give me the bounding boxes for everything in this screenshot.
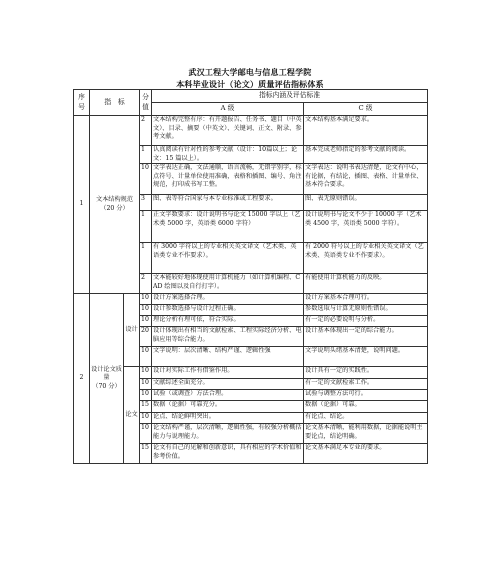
subgroup-thesis: 论文 — [124, 367, 140, 464]
grade-a-cell: 论点、结论鲜明突出。 — [152, 413, 304, 424]
score-cell: 10 — [140, 294, 152, 305]
score-cell: 10 — [140, 164, 152, 195]
header-content-standard: 指标内涵及评估标准 — [152, 90, 428, 103]
table-row — [74, 116, 428, 146]
header-no: 序号 — [74, 90, 90, 116]
grade-c-cell: 论文基本清晰，能利用数据，论据能说明主要论点，结论明确。 — [304, 424, 428, 444]
score-cell: 15 — [140, 444, 152, 464]
header-score: 分值 — [140, 90, 152, 116]
grade-a-cell: 认真阅读有针对性的参考文献（设计：10篇以上；论文：15 篇以上）。 — [152, 146, 304, 164]
grade-a-cell: 文字说明：层次清晰、结构严谨、逻辑性强 — [152, 347, 304, 367]
table-row — [74, 367, 428, 379]
grade-c-cell: 论文基本满足本专业的要求。 — [304, 444, 428, 464]
grade-a-cell: 数据（论据）可靠充分。 — [152, 401, 304, 413]
evaluation-table — [73, 89, 428, 464]
grade-a-cell: 文献综述全面充分。 — [152, 379, 304, 390]
score-cell: 10 — [140, 413, 152, 424]
grade-a-cell: 理论分析有理可依，符合实际。 — [152, 316, 304, 327]
score-cell: 10 — [140, 379, 152, 390]
grade-c-cell: 设计说明书与论文不少于 10000 字（艺术类 4500 字，英语类 5000 字符）。 — [304, 211, 428, 243]
header-grade-c: C 级 — [304, 103, 428, 116]
score-cell: 20 — [140, 327, 152, 347]
score-cell: 3 — [140, 195, 152, 211]
grade-c-cell: 基本完成老师指定的参考文献的阅读。 — [304, 146, 428, 164]
group-name-text: 文本结构规范 — [95, 196, 134, 203]
score-cell: 10 — [140, 347, 152, 367]
score-cell: 1 — [140, 211, 152, 243]
grade-a-cell: 文本结构完整有序：有开题报告、任务书、题目（中英文）、目录、摘要（中英文）、关键词、正文、附录、参考文献。 — [152, 116, 304, 146]
score-cell: 10 — [140, 367, 152, 379]
grade-c-cell: 图、表无原则错误。 — [304, 195, 428, 211]
grade-c-cell: 试验与调整方法可行。 — [304, 390, 428, 401]
group-name — [90, 294, 124, 464]
grade-c-cell: 有能使用计算机能力的反映。 — [304, 274, 428, 294]
grade-a-cell: 设计对实际工作有借鉴作用。 — [152, 367, 304, 379]
grade-c-cell: 有论点、结论。 — [304, 413, 428, 424]
grade-a-cell: 有 3000 字符以上的专业相关英文译文（艺术类、英语类专业不作要求）。 — [152, 243, 304, 274]
grade-a-cell: 论文有自己的见解和创新意识，具有相应的学术价值和参考价值。 — [152, 444, 304, 464]
group-name-text: 设计论文质量 — [91, 365, 122, 382]
score-cell: 1 — [140, 146, 152, 164]
grade-a-cell: 设计方案选择合理。 — [152, 294, 304, 305]
header-grade-a: A 级 — [152, 103, 304, 116]
table-row — [74, 294, 428, 305]
grade-a-cell: 图、表等符合国家与本专业标准或工程要求。 — [152, 195, 304, 211]
grade-c-cell: 文字表达：说明书表达清楚，论文有中心，有论据，有结论，插图、表格、计量单位、基本符合要求。 — [304, 164, 428, 195]
score-cell: 10 — [140, 390, 152, 401]
group-name — [90, 116, 140, 294]
page-title: 武汉工程大学邮电与信息工程学院 — [188, 67, 312, 77]
score-cell: 2 — [140, 274, 152, 294]
grade-c-cell: 数据（论据）可靠。 — [304, 401, 428, 413]
group-points: （70 分） — [92, 382, 121, 390]
score-cell: 10 — [140, 316, 152, 327]
grade-c-cell: 有一定的文献检索工作。 — [304, 379, 428, 390]
group-points: （20 分） — [100, 204, 129, 212]
score-cell: 10 — [140, 305, 152, 316]
grade-c-cell: 文字说明头绪基本清楚，说明问题。 — [304, 347, 428, 367]
score-cell: 15 — [140, 401, 152, 413]
grade-a-cell: 文本能较好地体现使用计算机能力（如计算机编程、CAD 绘图以及自行打字）。 — [152, 274, 304, 294]
table-title: 本科毕业设计（论文）质量评估指标体系 — [176, 79, 324, 89]
score-cell: 1 — [140, 243, 152, 274]
grade-c-cell: 有 2000 符号以上的专业相关英文译文（艺术类、英语类专业不作要求）。 — [304, 243, 428, 274]
grade-a-cell: 设计参数选择与设计过程正确。 — [152, 305, 304, 316]
grade-a-cell: 论文结构严谨，层次清晰，逻辑性强，有较强分析概括能力与说理能力。 — [152, 424, 304, 444]
score-cell: 10 — [140, 424, 152, 444]
score-cell: 2 — [140, 116, 152, 146]
group-number: 1 — [74, 116, 90, 294]
grade-a-cell: 文字表达正确，文法通顺，语言流畅，无错字别字，标点符号、计量单位使用准确，表格和插图、编号、角注规范，打印成书写工整。 — [152, 164, 304, 195]
group-number: 2 — [74, 294, 90, 464]
grade-c-cell: 设计具有一定的实践性。 — [304, 367, 428, 379]
header-indicator: 指 标 — [90, 90, 140, 116]
grade-a-cell: 正文字数要求：设计说明书与论文 15000 字以上（艺术类 5000 字，英语类 6000 字符） — [152, 211, 304, 243]
subgroup-design: 设计 — [124, 294, 140, 367]
grade-c-cell: 文本结构基本满足要求。 — [304, 116, 428, 146]
grade-c-cell: 设计方案基本合理可行。 — [304, 294, 428, 305]
grade-c-cell: 参数选取与计算无原则性错误。 — [304, 305, 428, 316]
grade-c-cell: 有一定的必要说明与分析。 — [304, 316, 428, 327]
grade-c-cell: 设计基本体现出一定的综合能力。 — [304, 327, 428, 347]
grade-a-cell: 试验（或调查）方法合理。 — [152, 390, 304, 401]
grade-a-cell: 设计体现出有相当的文献检索、工程实际经济分析、电脑应用等综合能力。 — [152, 327, 304, 347]
